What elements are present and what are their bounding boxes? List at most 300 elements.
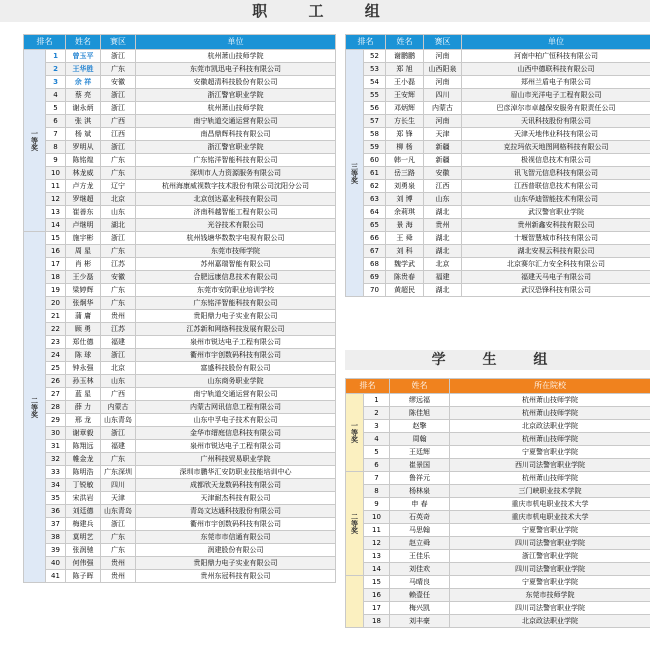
rank-cell: 7 bbox=[46, 128, 66, 141]
table-row bbox=[24, 245, 336, 258]
name-cell: 方长生 bbox=[386, 115, 424, 128]
region-cell: 福建 bbox=[101, 336, 136, 349]
table-row bbox=[346, 258, 650, 271]
region-cell: 河南 bbox=[424, 50, 462, 63]
rank-cell: 58 bbox=[364, 128, 386, 141]
rank-cell: 10 bbox=[46, 167, 66, 180]
table-row bbox=[346, 524, 650, 537]
unit-cell: 天讯科技股份有限公司 bbox=[462, 115, 650, 128]
name-cell: 何伟强 bbox=[66, 557, 101, 570]
unit-cell: 深圳市人力资源服务有限公司 bbox=[136, 167, 336, 180]
table-row bbox=[24, 505, 336, 518]
table-row bbox=[346, 115, 650, 128]
unit-cell: 安徽超清科技股份有限公司 bbox=[136, 76, 336, 89]
rank-cell: 21 bbox=[46, 310, 66, 323]
name-cell: 邢 龙 bbox=[66, 414, 101, 427]
name-cell: 宋洪岩 bbox=[66, 492, 101, 505]
rank-cell: 19 bbox=[46, 284, 66, 297]
unit-cell: 东莞市市信通有限公司 bbox=[136, 531, 336, 544]
unit-cell: 浙江警官职业学院 bbox=[136, 141, 336, 154]
rank-cell: 52 bbox=[364, 50, 386, 63]
rank-cell: 15 bbox=[46, 232, 66, 245]
unit-cell: 十堰智慧城市科技有限公司 bbox=[462, 232, 650, 245]
school-cell: 西川司法警官职业学院 bbox=[450, 459, 650, 472]
rank-cell: 4 bbox=[364, 433, 390, 446]
table-row bbox=[24, 141, 336, 154]
rank-cell: 28 bbox=[46, 401, 66, 414]
name-cell: 谢永炳 bbox=[66, 102, 101, 115]
name-cell: 刘廷德 bbox=[66, 505, 101, 518]
region-cell: 安徽 bbox=[424, 167, 462, 180]
name-cell: 梁婷辉 bbox=[66, 284, 101, 297]
table-row bbox=[346, 576, 650, 589]
rank-cell: 13 bbox=[46, 206, 66, 219]
table-row bbox=[24, 544, 336, 557]
unit-cell: 武汉警官职业学院 bbox=[462, 206, 650, 219]
rank-cell: 1 bbox=[364, 394, 390, 407]
col-unit-header: 单位 bbox=[136, 35, 336, 50]
region-cell: 广东 bbox=[101, 453, 136, 466]
award-label: 三等奖 bbox=[346, 50, 364, 297]
unit-cell: 眉山市光洋电子工程有限公司 bbox=[462, 89, 650, 102]
name-cell: 陈翔远 bbox=[66, 440, 101, 453]
table-row bbox=[346, 602, 650, 615]
table-row bbox=[346, 89, 650, 102]
rank-cell: 60 bbox=[364, 154, 386, 167]
col-region-header: 赛区 bbox=[101, 35, 136, 50]
school-cell: 四川司法警官职业学院 bbox=[450, 602, 650, 615]
name-cell: 陈贵春 bbox=[386, 271, 424, 284]
table-row bbox=[24, 349, 336, 362]
rank-cell: 15 bbox=[364, 576, 390, 589]
rank-cell: 69 bbox=[364, 271, 386, 284]
unit-cell: 富盛科技股份有限公司 bbox=[136, 362, 336, 375]
name-cell: 蔡 亮 bbox=[66, 89, 101, 102]
rank-cell: 14 bbox=[46, 219, 66, 232]
table-row bbox=[346, 446, 650, 459]
rank-cell: 53 bbox=[364, 63, 386, 76]
name-cell: 孙玉林 bbox=[66, 375, 101, 388]
region-cell: 湖北 bbox=[424, 206, 462, 219]
unit-cell: 广东铭洋智能科技有限公司 bbox=[136, 154, 336, 167]
school-cell: 宁夏警官职业学院 bbox=[450, 576, 650, 589]
table-row bbox=[24, 531, 336, 544]
name-cell: 申 春 bbox=[390, 498, 450, 511]
region-cell: 湖北 bbox=[424, 284, 462, 297]
name-cell: 薛 力 bbox=[66, 401, 101, 414]
name-cell: 王安辉 bbox=[386, 89, 424, 102]
name-cell: 梅建兵 bbox=[66, 518, 101, 531]
unit-cell: 广州科技贸易职业学院 bbox=[136, 453, 336, 466]
rank-cell: 29 bbox=[46, 414, 66, 427]
school-cell: 重庆市机电职业技术大学 bbox=[450, 498, 650, 511]
unit-cell: 泉州市锐达电子工程有限公司 bbox=[136, 336, 336, 349]
table-row bbox=[346, 232, 650, 245]
unit-cell: 南宁轨道交通运营有限公司 bbox=[136, 115, 336, 128]
region-cell: 贵州 bbox=[101, 557, 136, 570]
student-table bbox=[345, 378, 650, 628]
rank-cell: 8 bbox=[364, 485, 390, 498]
region-cell: 天津 bbox=[424, 128, 462, 141]
student-group-title: 学 生 组 bbox=[345, 350, 650, 370]
unit-cell: 贵州新鑫安科技有限公司 bbox=[462, 219, 650, 232]
school-cell: 三门峡职业技术学院 bbox=[450, 485, 650, 498]
table-row bbox=[346, 589, 650, 602]
name-cell: 石英奇 bbox=[390, 511, 450, 524]
table-row bbox=[24, 271, 336, 284]
rank-cell: 38 bbox=[46, 531, 66, 544]
staff-table-left bbox=[23, 34, 336, 583]
rank-cell: 24 bbox=[46, 349, 66, 362]
table-row bbox=[24, 115, 336, 128]
rank-cell: 13 bbox=[364, 550, 390, 563]
rank-cell: 61 bbox=[364, 167, 386, 180]
unit-cell: 合肥远康信息技术有限公司 bbox=[136, 271, 336, 284]
school-cell: 宁夏警官职业学院 bbox=[450, 446, 650, 459]
region-cell: 广西 bbox=[101, 388, 136, 401]
rank-cell: 3 bbox=[364, 420, 390, 433]
school-cell: 四川司法警官职业学院 bbox=[450, 537, 650, 550]
unit-cell: 巴彦淖尔市卓越保安服务有限责任公司 bbox=[462, 102, 650, 115]
name-cell: 赖壹任 bbox=[390, 589, 450, 602]
name-cell: 鲁祥元 bbox=[390, 472, 450, 485]
region-cell: 广西 bbox=[101, 115, 136, 128]
school-cell: 重庆市机电职业技术大学 bbox=[450, 511, 650, 524]
school-cell: 杭州萧山技师学院 bbox=[450, 394, 650, 407]
unit-cell: 泉州市锐达电子工程有限公司 bbox=[136, 440, 336, 453]
table-header-row bbox=[24, 35, 336, 50]
name-cell: 余 祥 bbox=[66, 76, 101, 89]
rank-cell: 63 bbox=[364, 193, 386, 206]
region-cell: 内蒙古 bbox=[424, 102, 462, 115]
name-cell: 余莉琪 bbox=[386, 206, 424, 219]
col-name-header: 姓名 bbox=[390, 379, 450, 394]
table-row bbox=[24, 50, 336, 63]
name-cell: 张 淇 bbox=[66, 115, 101, 128]
school-cell: 北京政法职业学院 bbox=[450, 420, 650, 433]
table-row bbox=[24, 206, 336, 219]
unit-cell: 金华市缙庭信息科技有限公司 bbox=[136, 427, 336, 440]
unit-cell: 青岛文达通科技股份有限公司 bbox=[136, 505, 336, 518]
region-cell: 安徽 bbox=[101, 76, 136, 89]
name-cell: 丁锐敏 bbox=[66, 479, 101, 492]
unit-cell: 贵阳鼎力电子实业有限公司 bbox=[136, 557, 336, 570]
name-cell: 林龙威 bbox=[66, 167, 101, 180]
region-cell: 浙江 bbox=[101, 50, 136, 63]
rank-cell: 9 bbox=[364, 498, 390, 511]
name-cell: 王小磊 bbox=[386, 76, 424, 89]
unit-cell: 济南科越智能工程有限公司 bbox=[136, 206, 336, 219]
rank-cell: 11 bbox=[46, 180, 66, 193]
name-cell: 顾 勇 bbox=[66, 323, 101, 336]
region-cell: 江苏 bbox=[101, 258, 136, 271]
table-row bbox=[24, 102, 336, 115]
name-cell: 王佳乐 bbox=[390, 550, 450, 563]
school-cell: 四川司法警官职业学院 bbox=[450, 563, 650, 576]
name-cell: 岳三路 bbox=[386, 167, 424, 180]
rank-cell: 68 bbox=[364, 258, 386, 271]
name-cell: 罗明从 bbox=[66, 141, 101, 154]
name-cell: 刘勇泉 bbox=[386, 180, 424, 193]
rank-cell: 54 bbox=[364, 76, 386, 89]
table-header-row bbox=[346, 379, 650, 394]
region-cell: 广东 bbox=[101, 63, 136, 76]
table-row bbox=[346, 615, 650, 628]
region-cell: 福建 bbox=[101, 440, 136, 453]
region-cell: 贵州 bbox=[101, 310, 136, 323]
table-row bbox=[346, 511, 650, 524]
unit-cell: 成都欣天龙数码科技有限公司 bbox=[136, 479, 336, 492]
col-region-header: 赛区 bbox=[424, 35, 462, 50]
table-row bbox=[346, 102, 650, 115]
name-cell: 缪远福 bbox=[390, 394, 450, 407]
region-cell: 湖北 bbox=[424, 232, 462, 245]
unit-cell: 浙江警官职业学院 bbox=[136, 89, 336, 102]
table-row bbox=[24, 323, 336, 336]
region-cell: 北京 bbox=[424, 258, 462, 271]
unit-cell: 东莞市凯迅电子科技有限公司 bbox=[136, 63, 336, 76]
staff-group-title: 职 工 组 bbox=[0, 0, 650, 22]
table-header-row bbox=[346, 35, 650, 50]
region-cell: 新疆 bbox=[424, 154, 462, 167]
region-cell: 安徽 bbox=[101, 271, 136, 284]
rank-cell: 2 bbox=[46, 63, 66, 76]
region-cell: 广东 bbox=[101, 167, 136, 180]
unit-cell: 润建股份有限公司 bbox=[136, 544, 336, 557]
table-row bbox=[346, 154, 650, 167]
name-cell: 陈佳旭 bbox=[390, 407, 450, 420]
table-row bbox=[24, 89, 336, 102]
name-cell: 崔景国 bbox=[390, 459, 450, 472]
table-row bbox=[346, 193, 650, 206]
rank-cell: 30 bbox=[46, 427, 66, 440]
rank-cell: 26 bbox=[46, 375, 66, 388]
region-cell: 江苏 bbox=[101, 323, 136, 336]
rank-cell: 7 bbox=[364, 472, 390, 485]
award-label: 一等奖 bbox=[24, 50, 46, 232]
rank-cell: 36 bbox=[46, 505, 66, 518]
table-row bbox=[346, 433, 650, 446]
rank-cell: 59 bbox=[364, 141, 386, 154]
region-cell: 浙江 bbox=[101, 232, 136, 245]
unit-cell: 克拉玛依天地图网格科技有限公司 bbox=[462, 141, 650, 154]
region-cell: 四川 bbox=[424, 89, 462, 102]
region-cell: 贵州 bbox=[101, 570, 136, 583]
rank-cell: 16 bbox=[46, 245, 66, 258]
table-row bbox=[24, 362, 336, 375]
rank-cell: 55 bbox=[364, 89, 386, 102]
unit-cell: 极视信息技术有限公司 bbox=[462, 154, 650, 167]
region-cell: 广东 bbox=[101, 544, 136, 557]
unit-cell: 内蒙古网讯信息工程有限公司 bbox=[136, 401, 336, 414]
table-row bbox=[24, 375, 336, 388]
region-cell: 广东 bbox=[101, 284, 136, 297]
rank-cell: 22 bbox=[46, 323, 66, 336]
region-cell: 山东 bbox=[101, 206, 136, 219]
table-row bbox=[346, 219, 650, 232]
name-cell: 郑仕德 bbox=[66, 336, 101, 349]
region-cell: 福建 bbox=[424, 271, 462, 284]
table-row bbox=[24, 258, 336, 271]
table-row bbox=[24, 466, 336, 479]
staff-table-right bbox=[345, 34, 650, 297]
rank-cell: 23 bbox=[46, 336, 66, 349]
name-cell: 梅兴凯 bbox=[390, 602, 450, 615]
region-cell: 浙江 bbox=[101, 349, 136, 362]
unit-cell: 福建天马电子有限公司 bbox=[462, 271, 650, 284]
name-cell: 肖 彬 bbox=[66, 258, 101, 271]
unit-cell: 杭州钱塘华数数字电视有限公司 bbox=[136, 232, 336, 245]
school-cell: 北京政法职业学院 bbox=[450, 615, 650, 628]
name-cell: 钟永强 bbox=[66, 362, 101, 375]
name-cell: 卢方龙 bbox=[66, 180, 101, 193]
table-row bbox=[24, 297, 336, 310]
rank-cell: 8 bbox=[46, 141, 66, 154]
table-row bbox=[346, 128, 650, 141]
unit-cell: 北京创达嘉业科技有限公司 bbox=[136, 193, 336, 206]
unit-cell: 衢州市宇创数码科技有限公司 bbox=[136, 349, 336, 362]
unit-cell: 北京赛尔汇力安全科技有限公司 bbox=[462, 258, 650, 271]
table-row bbox=[24, 479, 336, 492]
table-row bbox=[346, 245, 650, 258]
table-row bbox=[346, 459, 650, 472]
name-cell: 赵擎 bbox=[390, 420, 450, 433]
name-cell: 蒲 庸 bbox=[66, 310, 101, 323]
name-cell: 杨林泉 bbox=[390, 485, 450, 498]
name-cell: 刘佳欢 bbox=[390, 563, 450, 576]
rank-cell: 18 bbox=[46, 271, 66, 284]
region-cell: 浙江 bbox=[101, 102, 136, 115]
table-row bbox=[24, 167, 336, 180]
name-cell: 杨 斌 bbox=[66, 128, 101, 141]
name-cell: 崔善东 bbox=[66, 206, 101, 219]
table-row bbox=[24, 336, 336, 349]
unit-cell: 光谷技术有限公司 bbox=[136, 219, 336, 232]
region-cell: 湖北 bbox=[101, 219, 136, 232]
unit-cell: 河南中柏广恒科技有限公司 bbox=[462, 50, 650, 63]
unit-cell: 武汉恐锋科技有限公司 bbox=[462, 284, 650, 297]
unit-cell: 山东中孚电子技术有限公司 bbox=[136, 414, 336, 427]
region-cell: 江西 bbox=[424, 180, 462, 193]
unit-cell: 贵州东冠科技有限公司 bbox=[136, 570, 336, 583]
rank-cell: 37 bbox=[46, 518, 66, 531]
table-row bbox=[24, 414, 336, 427]
region-cell: 浙江 bbox=[101, 89, 136, 102]
name-cell: 陈铭煌 bbox=[66, 154, 101, 167]
table-row bbox=[346, 180, 650, 193]
name-cell: 柳 杨 bbox=[386, 141, 424, 154]
rank-cell: 1 bbox=[46, 50, 66, 63]
name-cell: 王华胜 bbox=[66, 63, 101, 76]
award-label: 一等奖 bbox=[346, 394, 364, 472]
table-row bbox=[346, 498, 650, 511]
table-row bbox=[346, 472, 650, 485]
region-cell: 江西 bbox=[101, 128, 136, 141]
name-cell: 张润驰 bbox=[66, 544, 101, 557]
name-cell: 韩一凡 bbox=[386, 154, 424, 167]
rank-cell: 62 bbox=[364, 180, 386, 193]
table-row bbox=[346, 271, 650, 284]
table-row bbox=[346, 407, 650, 420]
table-row bbox=[346, 394, 650, 407]
name-cell: 张炯华 bbox=[66, 297, 101, 310]
school-cell: 浙江警官职业学院 bbox=[450, 550, 650, 563]
rank-cell: 9 bbox=[46, 154, 66, 167]
region-cell: 山东青岛 bbox=[101, 414, 136, 427]
name-cell: 帷金龙 bbox=[66, 453, 101, 466]
unit-cell: 江苏新和网络科技发展有限公司 bbox=[136, 323, 336, 336]
rank-cell: 27 bbox=[46, 388, 66, 401]
rank-cell: 12 bbox=[46, 193, 66, 206]
table-row bbox=[24, 557, 336, 570]
region-cell: 广东深圳 bbox=[101, 466, 136, 479]
award-label bbox=[346, 576, 364, 628]
region-cell: 河南 bbox=[424, 76, 462, 89]
region-cell: 山东 bbox=[101, 375, 136, 388]
col-school-header: 所在院校 bbox=[450, 379, 650, 394]
region-cell: 河南 bbox=[424, 115, 462, 128]
name-cell: 陈明浩 bbox=[66, 466, 101, 479]
rank-cell: 25 bbox=[46, 362, 66, 375]
name-cell: 景 海 bbox=[386, 219, 424, 232]
name-cell: 施宇彬 bbox=[66, 232, 101, 245]
table-row bbox=[24, 310, 336, 323]
unit-cell: 苏州嘉瑞智能有限公司 bbox=[136, 258, 336, 271]
unit-cell: 南宁轨道交通运营有限公司 bbox=[136, 388, 336, 401]
col-rank-header: 排名 bbox=[346, 379, 390, 394]
table-row bbox=[24, 492, 336, 505]
region-cell: 内蒙古 bbox=[101, 401, 136, 414]
unit-cell: 山东商务职业学院 bbox=[136, 375, 336, 388]
table-row bbox=[24, 440, 336, 453]
rank-cell: 10 bbox=[364, 511, 390, 524]
region-cell: 浙江 bbox=[101, 427, 136, 440]
table-row bbox=[346, 167, 650, 180]
table-row bbox=[24, 427, 336, 440]
rank-cell: 35 bbox=[46, 492, 66, 505]
table-row bbox=[24, 284, 336, 297]
rank-cell: 11 bbox=[364, 524, 390, 537]
table-row bbox=[346, 284, 650, 297]
name-cell: 周翰 bbox=[390, 433, 450, 446]
name-cell: 罗继超 bbox=[66, 193, 101, 206]
name-cell: 刘丰豪 bbox=[390, 615, 450, 628]
name-cell: 马思翰 bbox=[390, 524, 450, 537]
rank-cell: 6 bbox=[364, 459, 390, 472]
name-cell: 王少磊 bbox=[66, 271, 101, 284]
col-rank-header: 排名 bbox=[346, 35, 386, 50]
table-row bbox=[24, 154, 336, 167]
table-row bbox=[24, 401, 336, 414]
rank-cell: 66 bbox=[364, 232, 386, 245]
name-cell: 王 舜 bbox=[386, 232, 424, 245]
name-cell: 曾玉平 bbox=[66, 50, 101, 63]
region-cell: 山东 bbox=[424, 193, 462, 206]
unit-cell: 深圳市鹏华汇安防职业技能培训中心 bbox=[136, 466, 336, 479]
rank-cell: 64 bbox=[364, 206, 386, 219]
col-rank-header: 排名 bbox=[24, 35, 66, 50]
table-row bbox=[346, 563, 650, 576]
col-unit-header: 单位 bbox=[462, 35, 650, 50]
name-cell: 邓炳辉 bbox=[386, 102, 424, 115]
region-cell: 四川 bbox=[101, 479, 136, 492]
table-row bbox=[346, 63, 650, 76]
region-cell: 广东 bbox=[101, 245, 136, 258]
unit-cell: 东莞市安防职业培训学校 bbox=[136, 284, 336, 297]
region-cell: 广东 bbox=[101, 297, 136, 310]
region-cell: 浙江 bbox=[101, 518, 136, 531]
school-cell: 杭州萧山技师学院 bbox=[450, 407, 650, 420]
